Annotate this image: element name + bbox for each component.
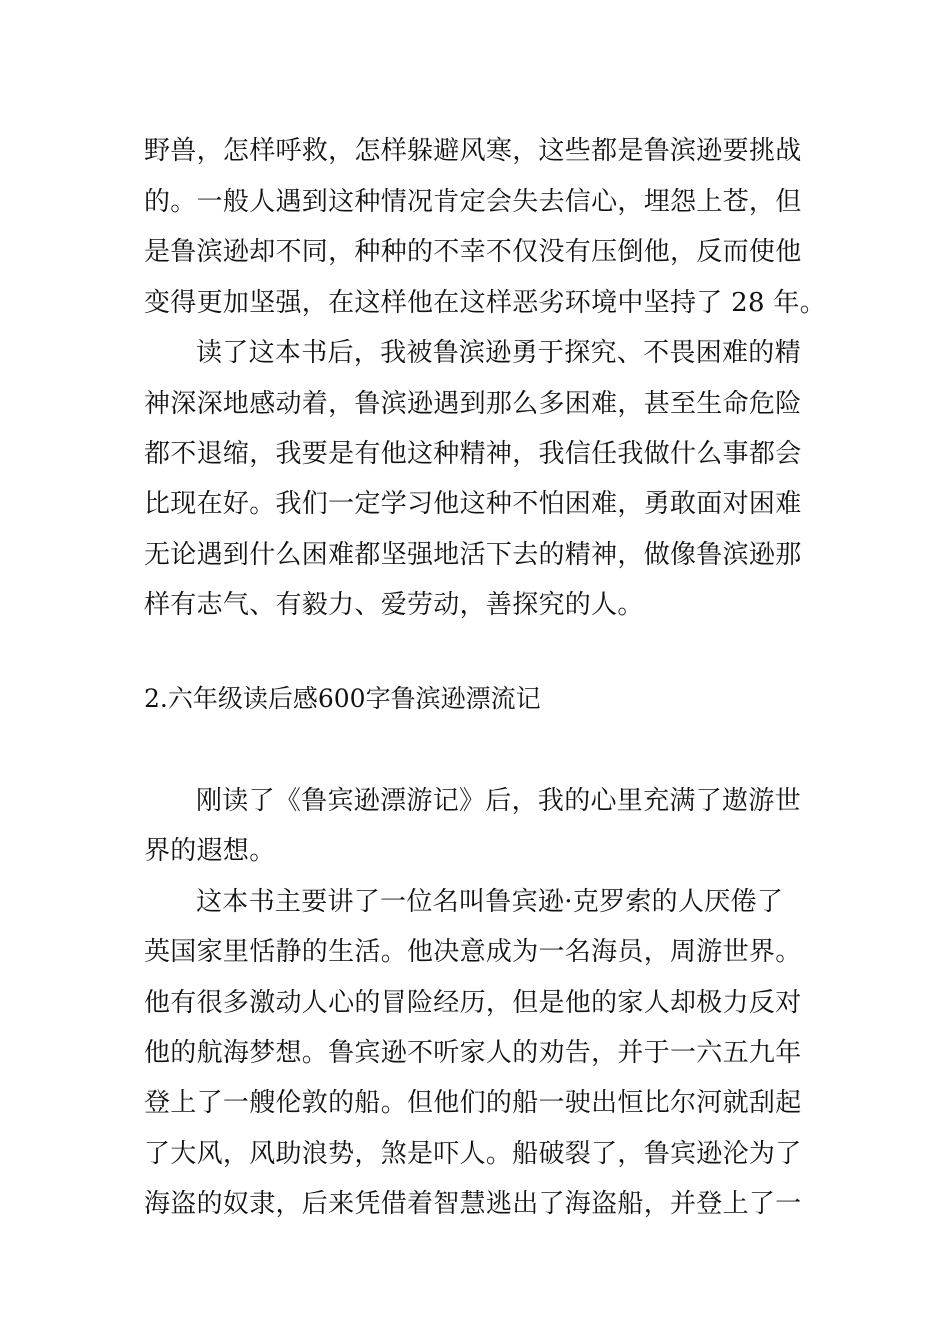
paragraph-line: 是鲁滨逊却不同，种种的不幸不仅没有压倒他，反而使他 (144, 237, 802, 267)
paragraph-line: 野兽，怎样呼救，怎样躲避风寒，这些都是鲁滨逊要挑战 (144, 136, 802, 166)
paragraph-line: 神深深地感动着，鲁滨逊遇到那么多困难，甚至生命危险 (144, 389, 802, 419)
paragraph-line: 他的航海梦想。鲁宾逊不听家人的劝告，并于一六五九年 (144, 1038, 802, 1068)
paragraph-line: 了大风，风助浪势，煞是吓人。船破裂了，鲁宾逊沦为了 (144, 1139, 802, 1169)
paragraph-line: 比现在好。我们一定学习他这种不怕困难，勇敢面对困难 (144, 489, 802, 519)
paragraph-line: 英国家里恬静的生活。他决意成为一名海员，周游世界。 (144, 937, 802, 967)
paragraph-line: 都不退缩，我要是有他这种精神，我信任我做什么事都会 (144, 439, 802, 469)
paragraph-line: 的。一般人遇到这种情况肯定会失去信心，埋怨上苍，但 (144, 187, 802, 217)
paragraph-line: 界的遐想。 (144, 836, 276, 866)
paragraph-line: 无论遇到什么困难都坚强地活下去的精神，做像鲁滨逊那 (144, 540, 802, 570)
paragraph-line: 海盗的奴隶，后来凭借着智慧逃出了海盗船，并登上了一 (144, 1189, 802, 1219)
section-heading: 2.六年级读后感600字鲁滨逊漂流记 (144, 684, 541, 713)
paragraph-line: 样有志气、有毅力、爱劳动，善探究的人。 (144, 590, 644, 620)
paragraph-line: 变得更加坚强，在这样他在这样恶劣环境中坚持了 28 年。 (144, 288, 827, 318)
paragraph-line: 读了这本书后，我被鲁滨逊勇于探究、不畏困难的精 (196, 338, 801, 368)
paragraph-line: 他有很多激动人心的冒险经历，但是他的家人却极力反对 (144, 988, 802, 1018)
paragraph-line: 刚读了《鲁宾逊漂游记》后，我的心里充满了遨游世 (196, 786, 801, 816)
paragraph-line: 登上了一艘伦敦的船。但他们的船一驶出恒比尔河就刮起 (144, 1088, 802, 1118)
paragraph-line: 这本书主要讲了一位名叫鲁宾逊·克罗索的人厌倦了 (196, 887, 784, 917)
